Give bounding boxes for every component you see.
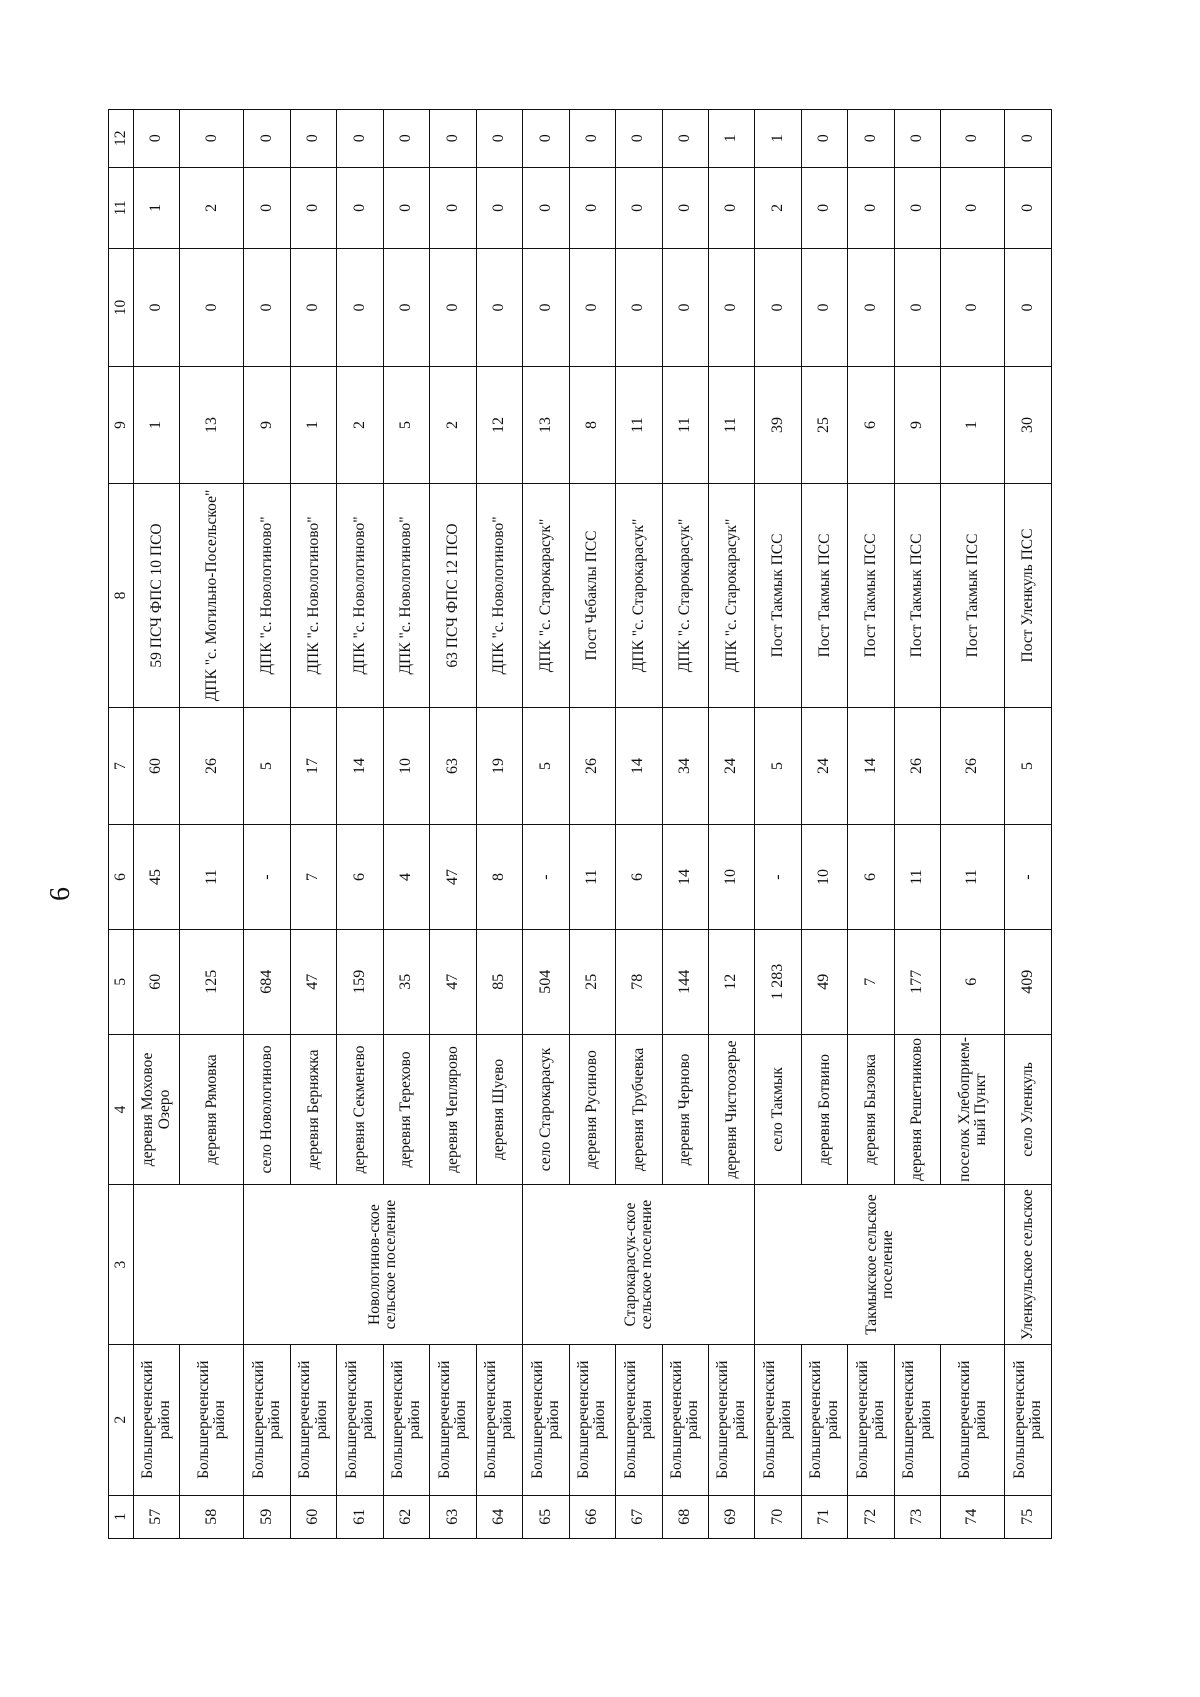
row-number-cell: 57 [134, 1495, 180, 1538]
value-cell: 0 [941, 167, 1005, 249]
value-cell: 26 [894, 707, 940, 824]
value-cell: 0 [569, 110, 615, 168]
row-number-cell: 65 [523, 1495, 569, 1538]
value-cell: 26 [941, 707, 1005, 824]
value-cell: 35 [383, 929, 429, 1034]
header-cell: 3 [109, 1185, 134, 1345]
value-cell: 24 [801, 707, 847, 824]
fire-unit-cell: ДПК "с. Новологиново" [383, 484, 429, 707]
table-row [1005, 110, 1052, 1539]
district-cell: Большереченский район [383, 1344, 429, 1495]
value-cell: 11 [662, 366, 708, 483]
value-cell: 0 [569, 167, 615, 249]
value-cell: 0 [244, 249, 290, 366]
fire-unit-cell: ДПК "с. Могильно-Посельское" [180, 484, 244, 707]
fire-unit-cell: Пост Уленкуль ПСС [1005, 484, 1052, 707]
value-cell: 24 [709, 707, 755, 824]
value-cell: 159 [337, 929, 383, 1034]
district-cell: Большереченский район [430, 1344, 476, 1495]
settlement-cell: Уленкульское сельское [1005, 1185, 1052, 1345]
district-cell: Большереченский район [244, 1344, 290, 1495]
fire-unit-cell: Пост Такмык ПСС [941, 484, 1005, 707]
value-cell: 11 [569, 825, 615, 930]
value-cell: 25 [801, 366, 847, 483]
value-cell: 0 [616, 110, 662, 168]
locality-cell: село Старокарасук [523, 1034, 569, 1185]
row-number-cell: 68 [662, 1495, 708, 1538]
value-cell: 0 [180, 249, 244, 366]
value-cell: 0 [894, 110, 940, 168]
fire-unit-cell: Пост Чебаклы ПСС [569, 484, 615, 707]
fire-unit-cell: ДПК "с. Старокарасук" [709, 484, 755, 707]
header-cell: 7 [109, 707, 134, 824]
value-cell: 0 [180, 110, 244, 168]
locality-cell: деревня Решетниково [894, 1034, 940, 1185]
fire-unit-cell: ДПК "с. Старокарасук" [523, 484, 569, 707]
value-cell: 0 [523, 249, 569, 366]
district-cell: Большереченский район [134, 1344, 180, 1495]
value-cell: 26 [569, 707, 615, 824]
locality-cell: поселок Хлебоприем-ный Пункт [941, 1034, 1005, 1185]
locality-cell: деревня Чеплярово [430, 1034, 476, 1185]
fire-unit-cell: ДПК "с. Старокарасук" [662, 484, 708, 707]
value-cell: 60 [134, 929, 180, 1034]
value-cell: 7 [290, 825, 336, 930]
value-cell: 0 [290, 249, 336, 366]
locality-cell: деревня Русиново [569, 1034, 615, 1185]
value-cell: 11 [941, 825, 1005, 930]
value-cell: 13 [523, 366, 569, 483]
district-cell: Большереченский район [894, 1344, 940, 1495]
value-cell: 60 [134, 707, 180, 824]
value-cell: 0 [290, 110, 336, 168]
value-cell: 13 [180, 366, 244, 483]
value-cell: 1 [709, 110, 755, 168]
value-cell: 11 [180, 825, 244, 930]
row-number-cell: 75 [1005, 1495, 1052, 1538]
value-cell: 47 [430, 929, 476, 1034]
district-cell: Большереченский район [337, 1344, 383, 1495]
value-cell: 0 [337, 110, 383, 168]
value-cell: 0 [616, 249, 662, 366]
value-cell: 504 [523, 929, 569, 1034]
locality-cell: село Уленкуль [1005, 1034, 1052, 1185]
value-cell: 2 [337, 366, 383, 483]
value-cell: 0 [337, 167, 383, 249]
value-cell: 0 [894, 249, 940, 366]
locality-cell: деревня Чистоозерье [709, 1034, 755, 1185]
value-cell: 0 [662, 167, 708, 249]
row-number-cell: 73 [894, 1495, 940, 1538]
value-cell: 0 [801, 249, 847, 366]
value-cell: 0 [709, 167, 755, 249]
value-cell: 2 [430, 366, 476, 483]
header-cell: 8 [109, 484, 134, 707]
row-number-cell: 70 [755, 1495, 801, 1538]
value-cell: 0 [1005, 249, 1052, 366]
header-cell: 12 [109, 110, 134, 168]
value-cell: 9 [894, 366, 940, 483]
value-cell: 11 [894, 825, 940, 930]
page-number: 6 [45, 887, 76, 901]
row-number-cell: 69 [709, 1495, 755, 1538]
district-cell: Большереченский район [801, 1344, 847, 1495]
district-cell: Большереченский район [662, 1344, 708, 1495]
value-cell: 49 [801, 929, 847, 1034]
value-cell: 10 [709, 825, 755, 930]
settlement-cell: Такмыкское сельское поселение [755, 1185, 1005, 1345]
district-cell: Большереченский район [709, 1344, 755, 1495]
value-cell: 0 [894, 167, 940, 249]
value-cell: 2 [755, 167, 801, 249]
header-cell: 5 [109, 929, 134, 1034]
value-cell: 78 [616, 929, 662, 1034]
locality-cell: село Такмык [755, 1034, 801, 1185]
value-cell: 0 [1005, 110, 1052, 168]
value-cell: 0 [569, 249, 615, 366]
value-cell: 1 [941, 366, 1005, 483]
district-cell: Большереченский район [848, 1344, 894, 1495]
value-cell: 9 [244, 366, 290, 483]
district-cell: Большереченский район [523, 1344, 569, 1495]
value-cell: 0 [476, 249, 522, 366]
fire-unit-cell: Пост Такмык ПСС [801, 484, 847, 707]
value-cell: 0 [476, 167, 522, 249]
row-number-cell: 59 [244, 1495, 290, 1538]
value-cell: 0 [430, 167, 476, 249]
locality-cell: деревня Рямовка [180, 1034, 244, 1185]
value-cell: 14 [337, 707, 383, 824]
value-cell: 14 [848, 707, 894, 824]
value-cell: 85 [476, 929, 522, 1034]
district-cell: Большереченский район [290, 1344, 336, 1495]
value-cell: 0 [523, 110, 569, 168]
header-cell: 4 [109, 1034, 134, 1185]
value-cell: 6 [848, 825, 894, 930]
value-cell: 8 [569, 366, 615, 483]
value-cell: 0 [848, 249, 894, 366]
value-cell: 4 [383, 825, 429, 930]
row-number-cell: 64 [476, 1495, 522, 1538]
value-cell: 5 [1005, 707, 1052, 824]
fire-unit-cell: ДПК "с. Новологиново" [476, 484, 522, 707]
settlements-table [108, 109, 1052, 1539]
value-cell: 19 [476, 707, 522, 824]
row-number-cell: 61 [337, 1495, 383, 1538]
value-cell: 63 [430, 707, 476, 824]
value-cell: 0 [848, 110, 894, 168]
row-number-cell: 74 [941, 1495, 1005, 1538]
row-number-cell: 71 [801, 1495, 847, 1538]
value-cell: 0 [662, 110, 708, 168]
settlement-cell: Новологинов-ское сельское поселение [244, 1185, 523, 1345]
value-cell: 5 [244, 707, 290, 824]
value-cell: 0 [941, 249, 1005, 366]
district-cell: Большереченский район [180, 1344, 244, 1495]
district-cell: Большереченский район [1005, 1344, 1052, 1495]
value-cell: 5 [523, 707, 569, 824]
value-cell: 0 [848, 167, 894, 249]
value-cell: 10 [801, 825, 847, 930]
district-cell: Большереченский район [569, 1344, 615, 1495]
locality-cell: деревня Секменево [337, 1034, 383, 1185]
value-cell: 12 [476, 366, 522, 483]
value-cell: 0 [709, 249, 755, 366]
value-cell: 0 [244, 167, 290, 249]
header-cell: 1 [109, 1495, 134, 1538]
settlement-cell [134, 1185, 244, 1345]
fire-unit-cell: ДПК "с. Новологиново" [337, 484, 383, 707]
row-number-cell: 60 [290, 1495, 336, 1538]
value-cell: 10 [383, 707, 429, 824]
value-cell: 39 [755, 366, 801, 483]
header-cell: 2 [109, 1344, 134, 1495]
header-row [109, 110, 134, 1539]
row-number-cell: 62 [383, 1495, 429, 1538]
fire-unit-cell: ДПК "с. Новологиново" [290, 484, 336, 707]
value-cell: 0 [801, 110, 847, 168]
value-cell: - [755, 825, 801, 930]
value-cell: 0 [383, 249, 429, 366]
value-cell: 8 [476, 825, 522, 930]
value-cell: 6 [848, 366, 894, 483]
value-cell: 5 [383, 366, 429, 483]
locality-cell: деревня Ботвино [801, 1034, 847, 1185]
value-cell: 5 [755, 707, 801, 824]
value-cell: 0 [1005, 167, 1052, 249]
value-cell: 26 [180, 707, 244, 824]
fire-unit-cell: Пост Такмык ПСС [848, 484, 894, 707]
value-cell: 11 [616, 366, 662, 483]
value-cell: 1 283 [755, 929, 801, 1034]
value-cell: 0 [290, 167, 336, 249]
header-cell: 10 [109, 249, 134, 366]
header-cell: 11 [109, 167, 134, 249]
row-number-cell: 72 [848, 1495, 894, 1538]
fire-unit-cell: 63 ПСЧ ФПС 12 ПСО [430, 484, 476, 707]
value-cell: 1 [755, 110, 801, 168]
locality-cell: деревня Трубчевка [616, 1034, 662, 1185]
row-number-cell: 58 [180, 1495, 244, 1538]
value-cell: 7 [848, 929, 894, 1034]
header-cell: 6 [109, 825, 134, 930]
fire-unit-cell: ДПК "с. Старокарасук" [616, 484, 662, 707]
locality-cell: село Новологиново [244, 1034, 290, 1185]
value-cell: 409 [1005, 929, 1052, 1034]
value-cell: 14 [662, 825, 708, 930]
value-cell: 17 [290, 707, 336, 824]
row-number-cell: 63 [430, 1495, 476, 1538]
value-cell: 6 [616, 825, 662, 930]
value-cell: 684 [244, 929, 290, 1034]
value-cell: 0 [383, 110, 429, 168]
table-row [523, 110, 569, 1539]
value-cell: 34 [662, 707, 708, 824]
locality-cell: деревня Шуево [476, 1034, 522, 1185]
row-number-cell: 66 [569, 1495, 615, 1538]
value-cell: 0 [430, 249, 476, 366]
value-cell: - [523, 825, 569, 930]
value-cell: - [244, 825, 290, 930]
value-cell: 6 [337, 825, 383, 930]
settlement-cell: Старокарасук-ское сельское поселение [523, 1185, 755, 1345]
value-cell: 0 [662, 249, 708, 366]
value-cell: 25 [569, 929, 615, 1034]
value-cell: 30 [1005, 366, 1052, 483]
value-cell: 144 [662, 929, 708, 1034]
value-cell: 1 [134, 366, 180, 483]
value-cell: 0 [134, 249, 180, 366]
district-cell: Большереченский район [755, 1344, 801, 1495]
locality-cell: деревня Бызовка [848, 1034, 894, 1185]
value-cell: 0 [383, 167, 429, 249]
value-cell: 0 [755, 249, 801, 366]
value-cell: 11 [709, 366, 755, 483]
value-cell: 1 [134, 167, 180, 249]
value-cell: 0 [941, 110, 1005, 168]
fire-unit-cell: 59 ПСЧ ФПС 10 ПСО [134, 484, 180, 707]
value-cell: - [1005, 825, 1052, 930]
locality-cell: деревня Черново [662, 1034, 708, 1185]
locality-cell: деревня Терехово [383, 1034, 429, 1185]
value-cell: 1 [290, 366, 336, 483]
fire-unit-cell: ДПК "с. Новологиново" [244, 484, 290, 707]
value-cell: 14 [616, 707, 662, 824]
fire-unit-cell: Пост Такмык ПСС [894, 484, 940, 707]
value-cell: 125 [180, 929, 244, 1034]
district-cell: Большереченский район [616, 1344, 662, 1495]
row-number-cell: 67 [616, 1495, 662, 1538]
value-cell: 47 [430, 825, 476, 930]
value-cell: 0 [430, 110, 476, 168]
table-row [134, 110, 180, 1539]
value-cell: 0 [134, 110, 180, 168]
value-cell: 12 [709, 929, 755, 1034]
value-cell: 0 [616, 167, 662, 249]
locality-cell: деревня Моховое Озеро [134, 1034, 180, 1185]
value-cell: 0 [476, 110, 522, 168]
locality-cell: деревня Берняжка [290, 1034, 336, 1185]
value-cell: 0 [337, 249, 383, 366]
fire-unit-cell: Пост Такмык ПСС [755, 484, 801, 707]
value-cell: 0 [523, 167, 569, 249]
value-cell: 6 [941, 929, 1005, 1034]
value-cell: 2 [180, 167, 244, 249]
table-row [244, 110, 290, 1539]
table-row [755, 110, 801, 1539]
value-cell: 47 [290, 929, 336, 1034]
value-cell: 0 [801, 167, 847, 249]
district-cell: Большереченский район [476, 1344, 522, 1495]
value-cell: 177 [894, 929, 940, 1034]
header-cell: 9 [109, 366, 134, 483]
value-cell: 0 [244, 110, 290, 168]
rotated-table-container [108, 109, 1052, 1539]
value-cell: 45 [134, 825, 180, 930]
district-cell: Большереченский район [941, 1344, 1005, 1495]
